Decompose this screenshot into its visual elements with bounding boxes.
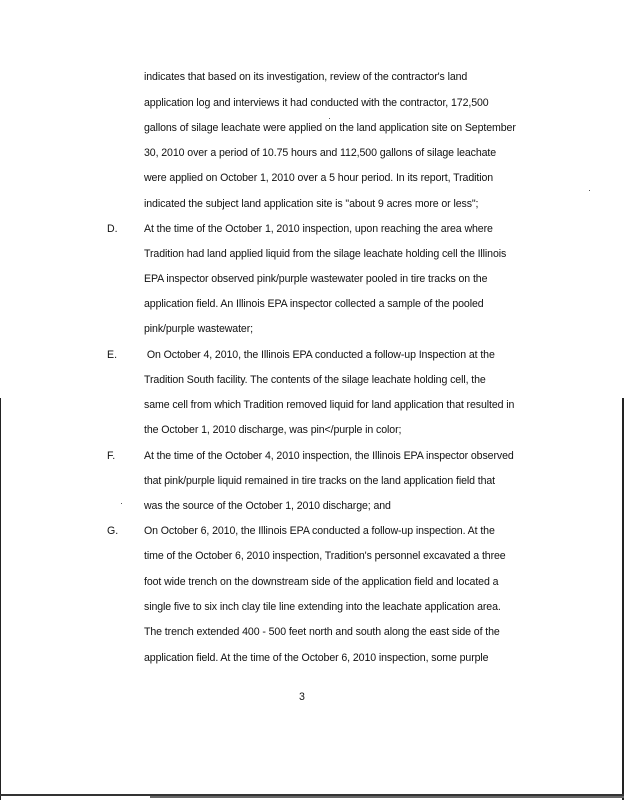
- paragraph-d-line-4: pink/purple wastewater;: [144, 323, 253, 335]
- paragraph-e-line-2: same cell from which Tradition removed liquid for land application that resulted in: [144, 399, 515, 411]
- scan-speck: [121, 503, 122, 504]
- paragraph-g-line-4: The trench extended 400 - 500 feet north and south along the east side of the: [144, 626, 500, 638]
- paragraph-0-line-1: application log and interviews it had conducted with the contractor, 172,500: [144, 97, 489, 109]
- paragraph-0-line-5: indicated the subject land application site is "about 9 acres more or less";: [144, 198, 479, 210]
- paragraph-f-marker: F.: [107, 450, 116, 462]
- paragraph-0-line-2: gallons of silage leachate were applied on the land application site on September: [144, 122, 516, 134]
- paragraph-d-line-0: At the time of the October 1, 2010 inspection, upon reaching the area where: [144, 223, 493, 235]
- paragraph-f-line-1: that pink/purple liquid remained in tire tracks on the land application field that: [144, 475, 496, 487]
- paragraph-g-line-5: application field. At the time of the October 6, 2010 inspection, some purple: [144, 652, 489, 664]
- paragraph-d-marker: D.: [107, 223, 118, 235]
- scan-speck: [589, 190, 590, 191]
- paragraph-0-line-0: indicates that based on its investigation, review of the contractor's land: [144, 71, 468, 83]
- paragraph-g-line-0: On October 6, 2010, the Illinois EPA conducted a follow-up inspection. At the: [144, 525, 495, 537]
- paragraph-f-line-2: was the source of the October 1, 2010 discharge; and: [144, 500, 391, 512]
- paragraph-f-line-0: At the time of the October 4, 2010 inspection, the Illinois EPA inspector observed: [144, 450, 514, 462]
- paragraph-e-line-1: Tradition South facility. The contents of the silage leachate holding cell, the: [144, 374, 486, 386]
- paragraph-g-line-1: time of the October 6, 2010 inspection, Tradition's personnel excavated a three: [144, 550, 506, 562]
- paragraph-0-line-4: were applied on October 1, 2010 over a 5 hour period. In its report, Tradition: [144, 172, 494, 184]
- paragraph-d-line-3: application field. An Illinois EPA inspector collected a sample of the pooled: [144, 298, 484, 310]
- paragraph-0-line-3: 30, 2010 over a period of 10.75 hours and 112,500 gallons of silage leachate: [144, 147, 497, 159]
- paragraph-e-marker: E.: [107, 349, 118, 361]
- paragraph-e-line-3: the October 1, 2010 discharge, was pin</purple in color;: [144, 424, 402, 436]
- scan-edge-bottom-secondary: [150, 796, 624, 798]
- paragraph-e-line-0: On October 4, 2010, the Illinois EPA conducted a follow-up Inspection at the: [144, 349, 495, 361]
- paragraph-g-line-3: single five to six inch clay tile line extending into the leachate application area.: [144, 601, 501, 613]
- paragraph-g-line-2: foot wide trench on the downstream side of the application field and located a: [144, 576, 499, 588]
- paragraph-d-line-1: Tradition had land applied liquid from the silage leachate holding cell the Illinois: [144, 248, 507, 260]
- scan-edge-left: [0, 398, 1, 800]
- paragraph-g-marker: G.: [107, 525, 119, 537]
- paragraph-d-line-2: EPA inspector observed pink/purple wastewater pooled in tire tracks on the: [144, 273, 488, 285]
- scan-speck: [329, 118, 330, 119]
- page-number: 3: [299, 691, 305, 703]
